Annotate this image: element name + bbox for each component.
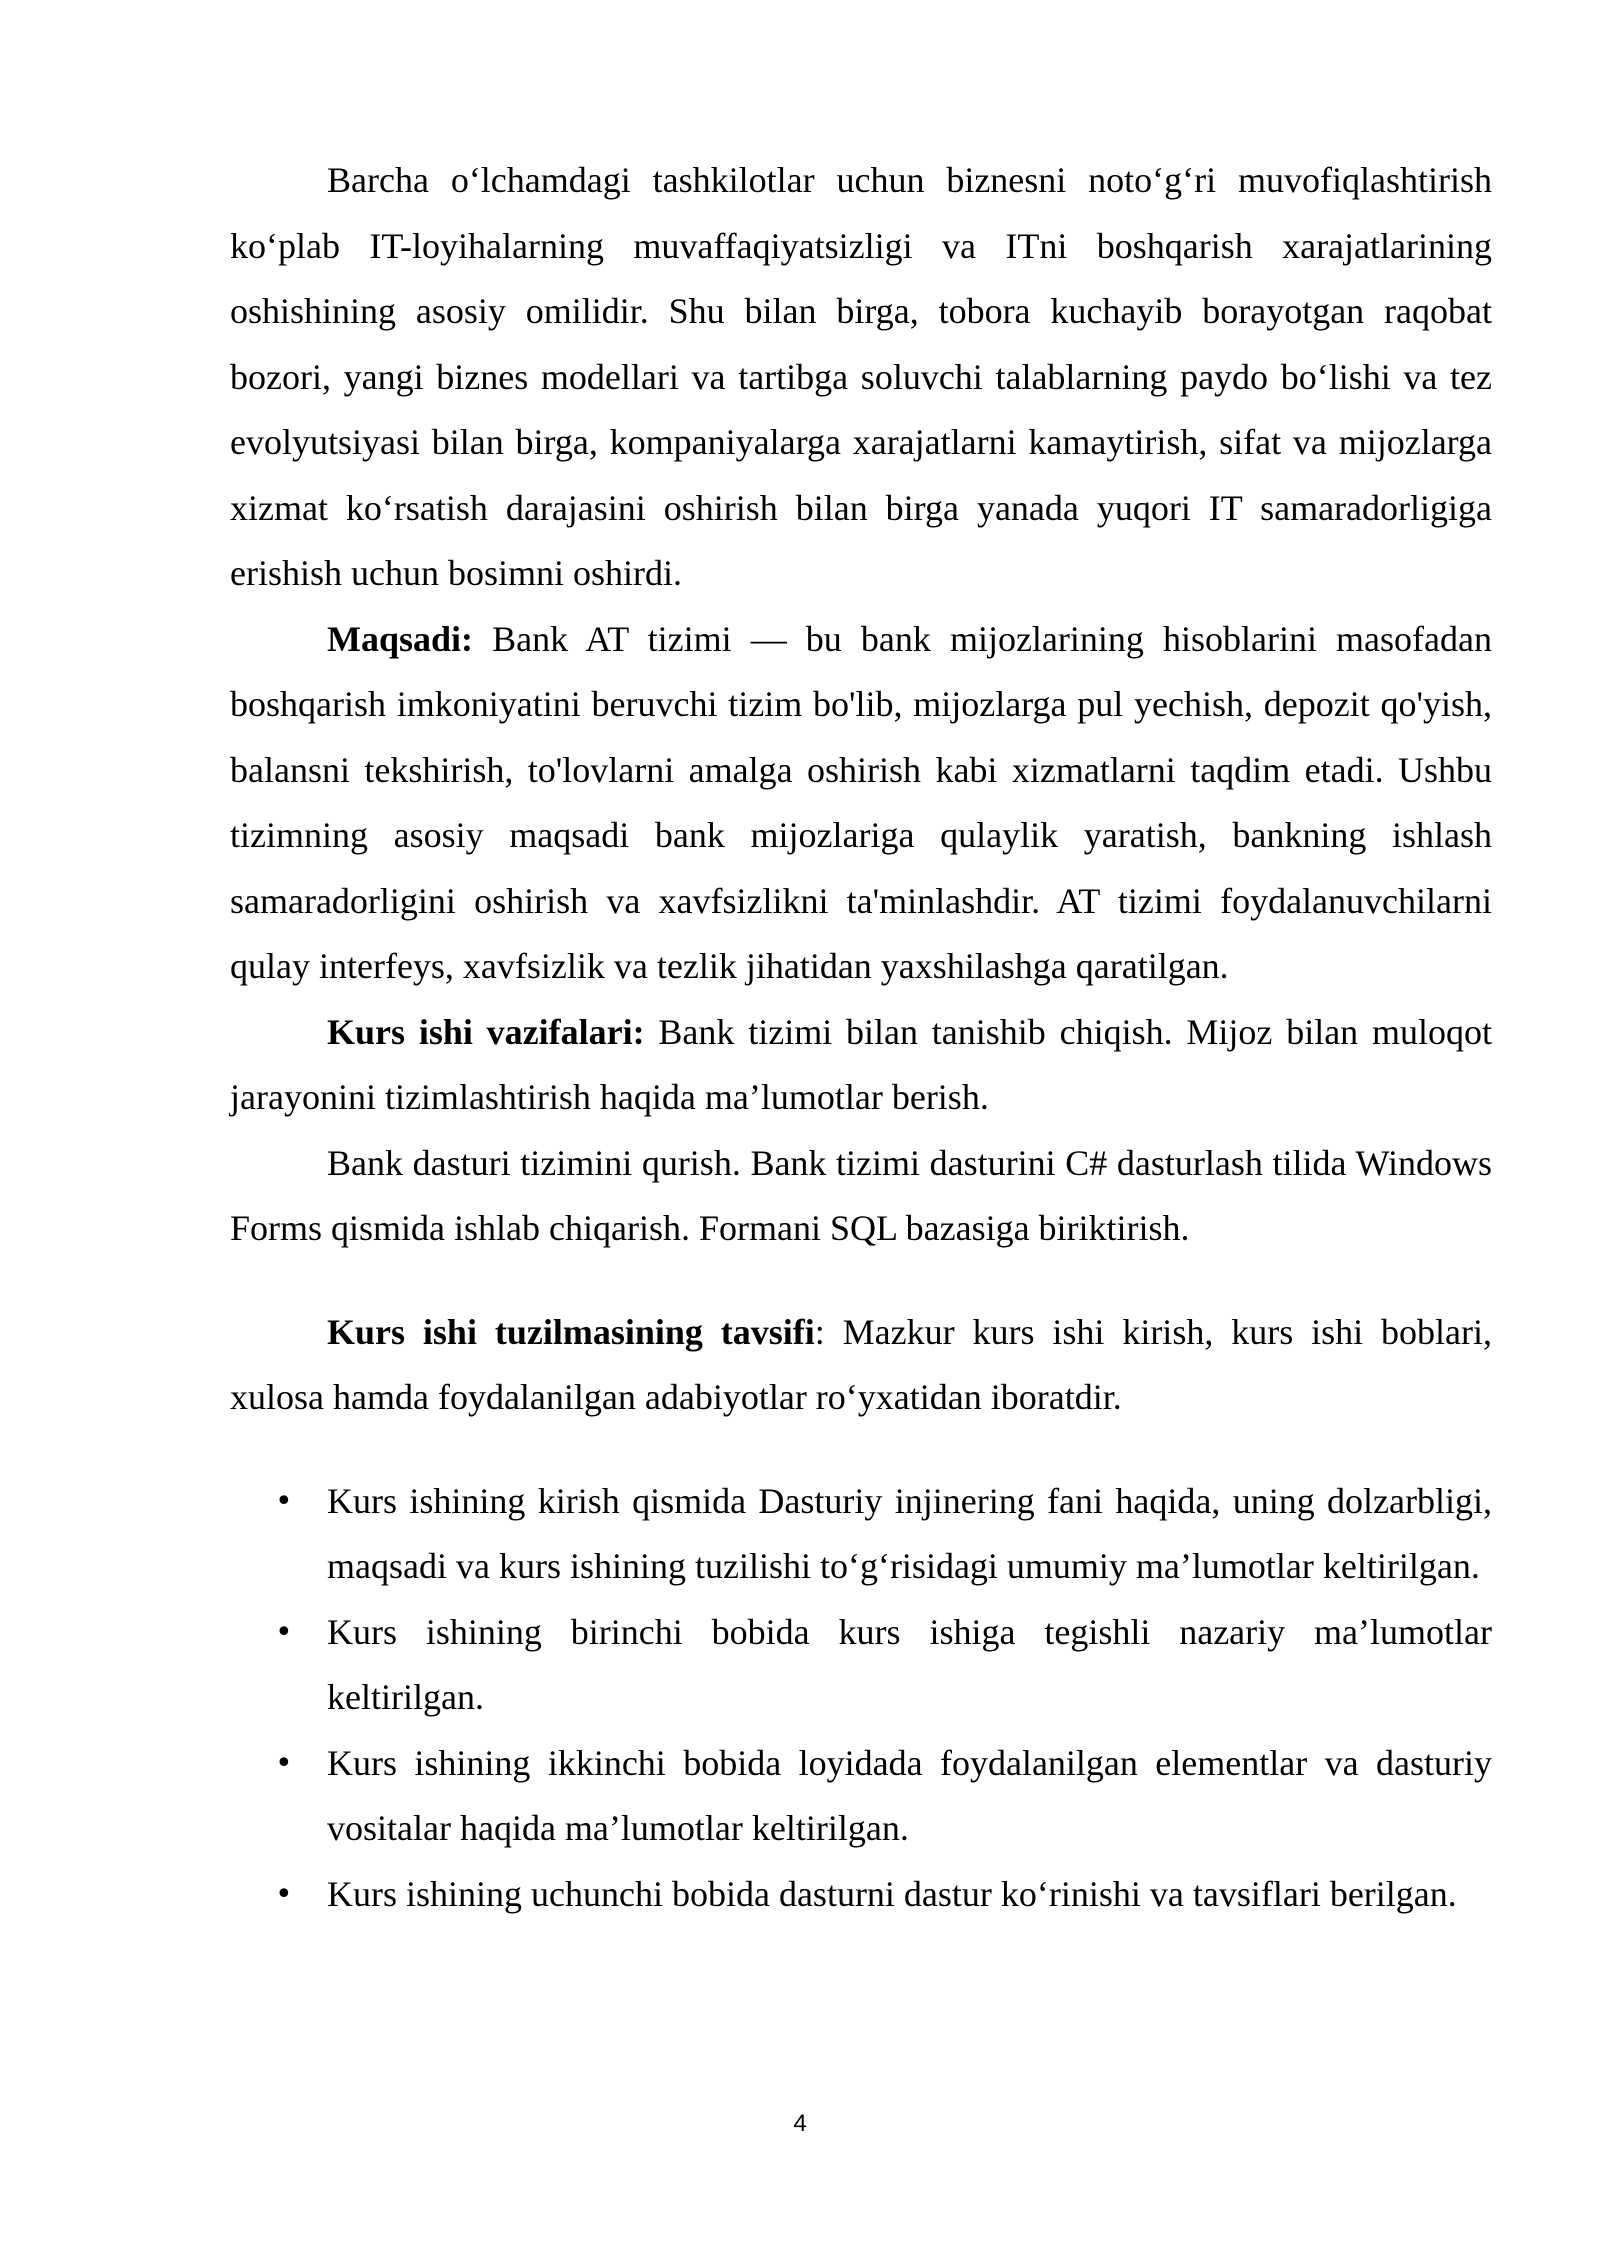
structure-label: Kurs ishi tuzilmasining tavsifi (327, 1311, 815, 1352)
list-item-text: Kurs ishining kirish qismida Dasturiy injinering fani haqida, uning dolzarbligi, maqsadi va kurs ishining tuzilishi to‘g‘risidagi umumiy ma’lumotlar keltirilgan. (327, 1480, 1492, 1586)
bullet-icon: • (275, 1614, 293, 1650)
chapter-summary-list (230, 1469, 1492, 1928)
purpose-paragraph (230, 607, 1492, 1000)
bullet-icon: • (275, 1745, 293, 1781)
purpose-text: Bank AT tizimi — bu bank mijozlarining hisoblarini masofadan boshqarish imkoniyatini beruvchi tizim bo'lib, mijozlarga pul yechish, depozit qo'yish, balansni tekshirish, to'lovlarni amalga oshirish kabi xizmatlarni taqdim etadi. Ushbu tizimning asosiy maqsadi bank mijozlariga qulaylik yaratish, bankning ishlash samaradorligini oshirish va xavfsizlikni ta'minlashdir. AT tizimi foydalanuvchilarni qulay interfeys, xavfsizlik va tezlik jihatidan yaxshilashga qaratilgan. (230, 618, 1492, 986)
tasks-text: Bank tizimi bilan tanishib chiqish. Mijoz bilan muloqot jarayonini tizimlashtirish haqida ma’lumotlar berish. (230, 1011, 1492, 1117)
bullet-icon: • (275, 1876, 293, 1912)
list-item (230, 1731, 1492, 1862)
page-body (230, 148, 1492, 1927)
intro-paragraph: Barcha o‘lchamdagi tashkilotlar uchun biznesni noto‘g‘ri muvofiqlashtirish ko‘plab IT-loyihalarning muvaffaqiyatsizligi va ITni boshqarish xarajatlarining oshishining asosiy omilidir. Shu bilan birga, tobora kuchayib borayotgan raqobat bozori, yangi biznes modellari va tartibga soluvchi talablarning paydo bo‘lishi va tez evolyutsiyasi bilan birga, kompaniyalarga xarajatlarni kamaytirish, sifat va mijozlarga xizmat ko‘rsatish darajasini oshirish bilan birga yanada yuqori IT samaradorligiga erishish uchun bosimni oshirdi. (230, 160, 1492, 593)
structure-paragraph (230, 1300, 1492, 1431)
structure-text: : Mazkur kurs ishi kirish, kurs ishi boblari, xulosa hamda foydalanilgan adabiyotlar ro‘yxatidan iboratdir. (230, 1311, 1492, 1417)
page-number: 4 (793, 2110, 807, 2137)
bullet-icon: • (275, 1483, 293, 1519)
list-item-text: Kurs ishining ikkinchi bobida loyidada foydalanilgan elementlar va dasturiy vositalar haqida ma’lumotlar keltirilgan. (327, 1742, 1492, 1848)
list-item (230, 1469, 1492, 1600)
list-item (230, 1600, 1492, 1731)
tasks-paragraph (230, 1000, 1492, 1131)
build-paragraph: Bank dasturi tizimini qurish. Bank tizimi dasturini C# dasturlash tilida Windows Forms qismida ishlab chiqarish. Formani SQL bazasiga biriktirish. (230, 1142, 1492, 1248)
purpose-label: Maqsadi: (327, 618, 474, 659)
list-item (230, 1862, 1492, 1928)
tasks-label: Kurs ishi vazifalari: (327, 1011, 645, 1052)
list-item-text: Kurs ishining uchunchi bobida dasturni dastur ko‘rinishi va tavsiflari berilgan. (327, 1873, 1457, 1914)
list-item-text: Kurs ishining birinchi bobida kurs ishiga tegishli nazariy ma’lumotlar keltirilgan. (327, 1611, 1492, 1717)
